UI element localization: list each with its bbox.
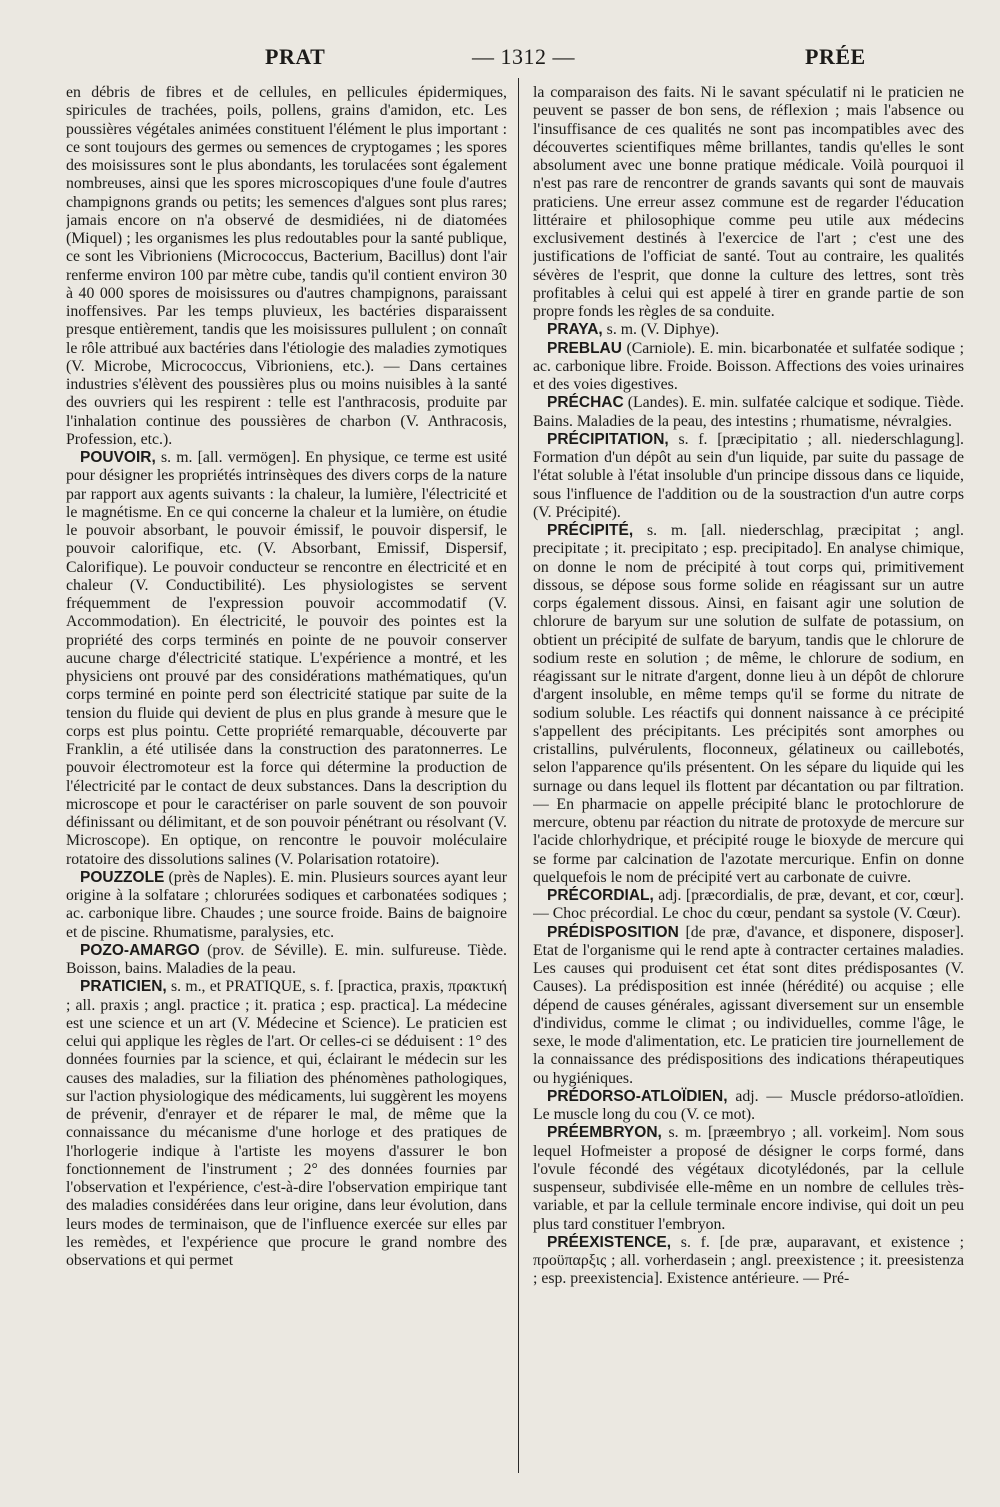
entry-text: la comparaison des faits. Ni le savant spéculatif ni le praticien ne peuvent se passer de bon sens, de réflexion ; mais l'absence ou l'insuffisance de ces qualités ne sont pas incompatibles avec des découvertes scientifiques même brillantes, tandis qu'elles le sont absolument avec une bonne pratique médicale. Voilà pourquoi il n'est pas rare de rencontrer de grands savants qui sont de mauvais praticiens. Une erreur assez commune est de regarder l'éducation littéraire et philosophique comme peu utile aux médecins exclusivement destinés à l'exercice de l'art ; c'est une des justifications de l'officiat de santé. Tout au contraire, les qualités sévères de l'esprit, que donne la culture des lettres, sont très profitables à celui qui est appelé à tirer en grande partie de son propre fonds les règles de sa conduite. xyxy=(533,84,964,320)
entry-continuation xyxy=(66,84,507,449)
running-header xyxy=(60,44,960,76)
entry-prechac xyxy=(533,394,964,431)
entry-text: s. f. [de præ, auparavant, et existence ; προϋπαρξις ; all. vorherdasein ; angl. preexistence ; it. preesistenza ; esp. preexistencia]. Existence antérieure. — Pré- xyxy=(533,1233,964,1288)
entry-preexistence xyxy=(533,1234,964,1289)
entry-text: (Carniole). E. min. bicarbonatée et sulfatée sodique ; ac. carbonique libre. Froide. Boisson. Affections des voies urinaires et des voies digestives. xyxy=(533,339,964,393)
entry-text: adj. [præcordialis, de præ, devant, et cor, cœur]. — Choc précordial. Le choc du cœur, pendant sa systole (V. Cœur). xyxy=(533,887,964,923)
entry-preembryon xyxy=(533,1124,964,1234)
entry-text: s. f. [præcipitatio ; all. niederschlagung]. Formation d'un dépôt au sein d'un liquide, par suite du passage de l'état soluble à l'état insoluble d'un principe dissous dans ce liquide, sous l'influence de l'addition ou de la soustraction d'un autre corps (V. Précipité). xyxy=(533,430,964,521)
entry-text: s. m. (V. Diphye). xyxy=(606,321,720,339)
headword: PREBLAU xyxy=(547,339,622,357)
entry-continuation xyxy=(533,84,964,321)
entry-text: [de præ, d'avance, et disponere, disposer]. Etat de l'organisme qui le rend apte à contracter certaines maladies. Les causes qui produisent cet état sont dites prédisposantes (V. Causes). La prédisposition est innée (hérédité) ou acquise ; elle dépend de causes générales, agissant diversement sur un ensemble d'individus, comme le climat ; ou individuelles, comme l'âge, le sexe, le mode d'alimentation, etc. Le praticien tire journellement de la connaissance des prédispositions des indications thérapeutiques ou hygiéniques. xyxy=(533,923,964,1087)
column-divider xyxy=(518,78,519,1473)
header-right-guide-word: PRÉE xyxy=(805,44,866,69)
entry-text: s. m. [præembryo ; all. vorkeim]. Nom sous lequel Hofmeister a proposé de désigner le corps formé, dans l'ovule fécondé des végétaux dicotylédonés, par la cellule suspenseur, subdivisée elle-même en un nombre de cellules très-variable, et par la cellule terminale encore indivise, qui doit un peu plus tard constituer l'embryon. xyxy=(533,1124,964,1233)
entry-precordial xyxy=(533,887,964,924)
headword: PRÉCHAC xyxy=(547,394,624,412)
entry-text: (près de Naples). E. min. Plusieurs sources ayant leur origine à la solfatare ; chlorurées sodiques et carbonatées sodiques ; ac. carbonique libre. Chaudes ; une source froide. Bains de baignoire et de piscine. Rhumatisme, paralysies, etc. xyxy=(66,868,507,941)
entry-text: s. m., et PRATIQUE, s. f. [practica, praxis, πρακτική ; all. praxis ; angl. practice ; it. pratica ; esp. practica]. La médecine est une science et un art (V. Médecine et Science). Le praticien est celui qui applique les règles de l'art. Or celles-ci se déduisent : 1° des données fournies par la science, et qui, éclairant le médecin sur les causes des maladies, sur la filiation des phénomènes pathologiques, sur l'action physiologique des médicaments, lui suggèrent les moyens de prévenir, d'enrayer et de réparer le mal, de même que la connaissance du mécanisme d'une horloge et des pratiques de l'horlogerie indique à l'artiste les moyens d'assurer le bon fonctionnement de l'instrument ; 2° des données fournies par l'observation et l'expérience, c'est-à-dire l'observation empirique tant des maladies considérées dans leur origine, dans leur évolution, dans leurs modes de terminaison, que de l'influence exercée sur elles par les remèdes, et l'expérience que procure le grand nombre des observations et qui permet xyxy=(66,978,507,1269)
entry-precipitation xyxy=(533,431,964,522)
headword: PRAYA, xyxy=(547,321,603,339)
headword: PRÉDISPOSITION xyxy=(547,923,679,941)
entry-praticien xyxy=(66,978,507,1270)
headword: POUZZOLE xyxy=(80,868,165,886)
entry-text: adj. — Muscle prédorso-atloïdien. Le muscle long du cou (V. ce mot). xyxy=(533,1087,964,1123)
right-column xyxy=(533,84,964,1484)
entry-text: (prov. de Séville). E. min. sulfureuse. Tiède. Boisson, bains. Maladies de la peau. xyxy=(66,941,507,977)
headword: PRÉEMBRYON, xyxy=(547,1124,662,1142)
entry-precipite xyxy=(533,522,964,887)
headword: PRÉCIPITATION, xyxy=(547,430,669,448)
headword: PRÉDORSO-ATLOÏDIEN, xyxy=(547,1087,728,1105)
entry-predisposition xyxy=(533,924,964,1088)
entry-pouzzole xyxy=(66,869,507,942)
left-column xyxy=(66,84,507,1484)
headword: PRÉCIPITÉ, xyxy=(547,522,634,539)
entry-predorso-atloidien xyxy=(533,1088,964,1125)
entry-pouvoir xyxy=(66,449,507,869)
page-number: — 1312 — xyxy=(472,44,575,69)
headword: POUVOIR, xyxy=(80,449,156,466)
entry-praya xyxy=(533,321,964,339)
entry-text: en débris de fibres et de cellules, en pellicules épidermiques, spiricules de trachées, poils, pollens, grains d'amidon, etc. Les poussières végétales animées constituent l'élément le plus important : ce sont toujours des germes ou semences de cryptogames ; les spores des moisissures sont le plus abondants, les torulacées sont également nombreuses, ainsi que les spores microscopiques d'une foule d'autres champignons grands ou petits; les semences d'algues sont plus rares; jamais encore on n'a observé de desmidiées, ni de diatomées (Miquel) ; les organismes les plus redoutables pour la santé publique, ce sont les Vibrioniens (Micrococcus, Bacterium, Bacillus) dont l'air renferme environ 100 par mètre cube, tandis qu'il contient environ 30 à 40 000 spores de moisissures ou d'autres champignons, paraissant inoffensives. Par les temps pluvieux, les bactéries disparaissent presque entièrement, tandis que les moisissures pullulent ; on connaît le rôle attribué aux bactéries dans l'étiologie des maladies zymotiques (V. Microbe, Micrococcus, Vibrioniens, etc.). — Dans certaines industries s'élèvent des poussières plus ou moins nuisibles à la santé des ouvriers qui les respirent : telle est l'anthracosis, produite par l'inhalation continue des poussières de charbon (V. Anthracosis, Profession, etc.). xyxy=(66,84,507,448)
entry-pozo-amargo xyxy=(66,942,507,979)
entry-text: (Landes). E. min. sulfatée calcique et sodique. Tiède. Bains. Maladies de la peau, des intestins ; rhumatisme, névralgies. xyxy=(533,394,964,430)
header-left-guide-word: PRAT xyxy=(265,44,326,69)
headword: POZO-AMARGO xyxy=(80,941,200,959)
headword: PRÉEXISTENCE, xyxy=(547,1233,672,1251)
entry-preblau xyxy=(533,340,964,395)
entry-text: s. m. [all. niederschlag, præcipitat ; angl. precipitate ; it. precipitato ; esp. precipitado]. En analyse chimique, on donne le nom de précipité à tout corps qui, primitivement dissous, se dépose sous forme solide en réagissant sur un autre corps également dissous. Ainsi, en faisant agir une solution de chlorure de baryum sur une solution de sulfate de potassium, on obtient un précipité de sulfate de baryum, tandis que le chlorure de sodium reste en solution ; de même, le chlorure de sodium, en réagissant sur le nitrate d'argent, donne lieu à un dépôt de chlorure d'argent insoluble, en même temps qu'il se forme du nitrate de sodium soluble. Les réactifs qui donnent naissance à ce précipité s'appellent des précipitants. Les précipités sont amorphes ou cristallins, pulvérulents, floconneux, gélatineux ou caillebotés, selon l'apparence qu'ils présentent. On les sépare du liquide qui les surnage ou dans lequel ils flottent par décantation ou par filtration. — En pharmacie on appelle précipité blanc le protochlorure de mercure, obtenu par réaction du nitrate de protoxyde de mercure sur l'acide chlorhydrique, et précipité rouge le bioxyde de mercure qui se forme par calcination de l'azotate mercurique. Enfin on donne quelquefois le nom de précipité vert au carbonate de cuivre. xyxy=(533,522,964,886)
headword: PRATICIEN, xyxy=(80,978,167,996)
headword: PRÉCORDIAL, xyxy=(547,887,654,904)
entry-text: s. m. [all. vermögen]. En physique, ce terme est usité pour désigner les propriétés intrinsèques des divers corps de la nature par rapport aux agents suivants : la chaleur, la lumière, l'électricité et le magnétisme. En ce qui concerne la chaleur et la lumière, on étudie le pouvoir absorbant, le pouvoir émissif, le pouvoir dispersif, le pouvoir calorifique, etc. (V. Absorbant, Emissif, Dispersif, Calorifique). Le pouvoir conducteur se rencontre en électricité et en chaleur (V. Conductibilité). Les physiologistes se servent fréquemment de l'expression pouvoir accommodatif (V. Accommodation). En électricité, le pouvoir des pointes est la propriété des corps terminés en pointe de ne pouvoir conserver aucune charge d'électricité statique. L'expérience a montré, et les physiciens ont prouvé par des considérations mathématiques, qu'un corps terminé en pointe perd son électricité statique par suite de la tension du fluide qui devient de plus en plus grande à mesure que le corps est plus pointu. Cette propriété remarquable, découverte par Franklin, a été utilisée dans la construction des paratonnerres. Le pouvoir électromoteur est la force qui détermine la production de l'électricité par le contact de deux substances. Dans la description du microscope et pour le caractériser on parle souvent de son pouvoir définissant ou délimitant, et de son pouvoir pénétrant ou résolvant (V. Microscope). En optique, on rencontre le pouvoir moléculaire rotatoire des dissolutions salines (V. Polarisation rotatoire). xyxy=(66,449,507,868)
